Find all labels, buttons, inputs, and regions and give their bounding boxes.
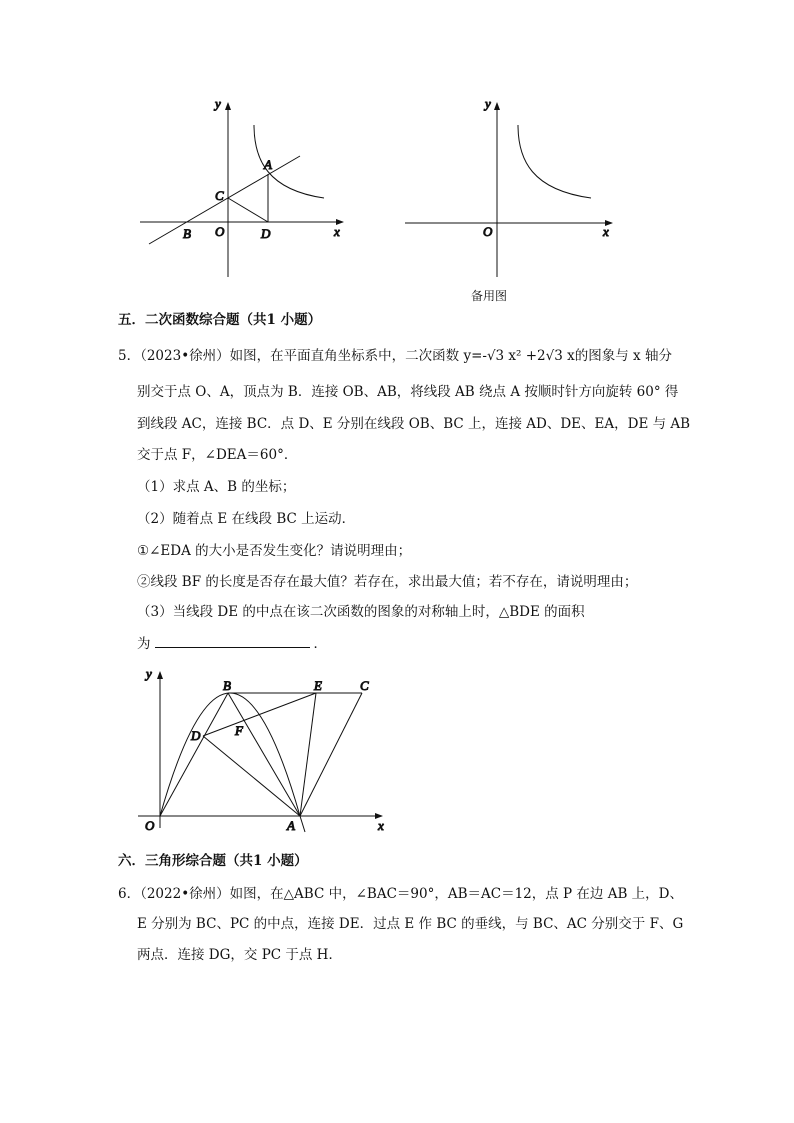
segment-ac [300, 693, 362, 816]
figure-caption: 备用图 [471, 289, 508, 303]
label-f: F [235, 723, 243, 738]
label-y: y [485, 96, 491, 111]
line-bca [149, 156, 300, 244]
label-x: x [603, 224, 609, 239]
label-o: O [215, 224, 225, 239]
label-a: A [264, 157, 272, 172]
label-y: y [146, 666, 152, 681]
label-b: B [183, 226, 191, 241]
label-o: O [483, 224, 493, 239]
question-line: 6．（2022•徐州）如图，在△ABC 中，∠BAC＝90°，AB＝AC＝12，点 P 在边 AB 上，D、 [118, 886, 683, 902]
label-d: D [191, 728, 201, 743]
section-6-heading: 六．三角形综合题（共1 小题） [118, 853, 308, 869]
figure-2 [405, 96, 612, 277]
question-line: （2）随着点 E 在线段 BC 上运动． [137, 511, 356, 527]
label-o: O [145, 818, 155, 833]
question-line: 别交于点 O、A，顶点为 B．连接 OB、AB，将线段 AB 绕点 A 按顺时针方向旋转 60° 得 [137, 384, 679, 400]
label-e: E [314, 678, 322, 693]
section-5-heading: 五．二次函数综合题（共1 小题） [118, 312, 322, 328]
segment-ae [300, 693, 316, 816]
label-y: y [215, 96, 221, 111]
question-line: E 分别为 BC、PC 的中点，连接 DE．过点 E 作 BC 的垂线，与 BC、AC 分别交于 F、G [137, 916, 684, 932]
parabola [160, 693, 305, 832]
answer-prefix: 为 [137, 636, 151, 652]
segment-ab [228, 693, 300, 816]
question-line: 交于点 F，∠DEA＝60°． [137, 447, 298, 463]
label-x: x [334, 224, 340, 239]
question-line: ②线段 BF 的长度是否存在最大值？若存在，求出最大值；若不存在，请说明理由； [137, 574, 638, 590]
figure-3 [138, 666, 384, 833]
question-line: 到线段 AC，连接 BC．点 D、E 分别在线段 OB、BC 上，连接 AD、DE、EA，DE 与 AB [137, 416, 691, 432]
segment-de [203, 693, 316, 736]
question-line: 5．（2023•徐州）如图，在平面直角坐标系中，二次函数 y=-√3 x² +2√3 x的图象与 x 轴分 [118, 348, 672, 364]
hyperbola [518, 125, 591, 198]
segment-ad [203, 736, 300, 816]
label-c: C [360, 678, 369, 693]
question-line: ①∠EDA 的大小是否发生变化？请说明理由； [137, 543, 412, 559]
segment-ob [160, 693, 228, 816]
label-d: D [261, 226, 271, 241]
label-c: C [215, 188, 224, 203]
label-b: B [223, 678, 231, 693]
segment-cd [228, 198, 268, 222]
answer-line [137, 635, 327, 653]
label-a: A [287, 818, 295, 833]
question-line: 两点．连接 DG，交 PC 于点 H． [137, 947, 342, 963]
question-line: （3）当线段 DE 的中点在该二次函数的图象的对称轴上时，△BDE 的面积 [137, 604, 585, 620]
answer-blank[interactable] [155, 635, 310, 648]
figure-1 [140, 96, 343, 277]
question-line: （1）求点 A、B 的坐标； [137, 479, 296, 495]
answer-suffix: ． [313, 636, 327, 652]
label-x: x [378, 818, 384, 833]
